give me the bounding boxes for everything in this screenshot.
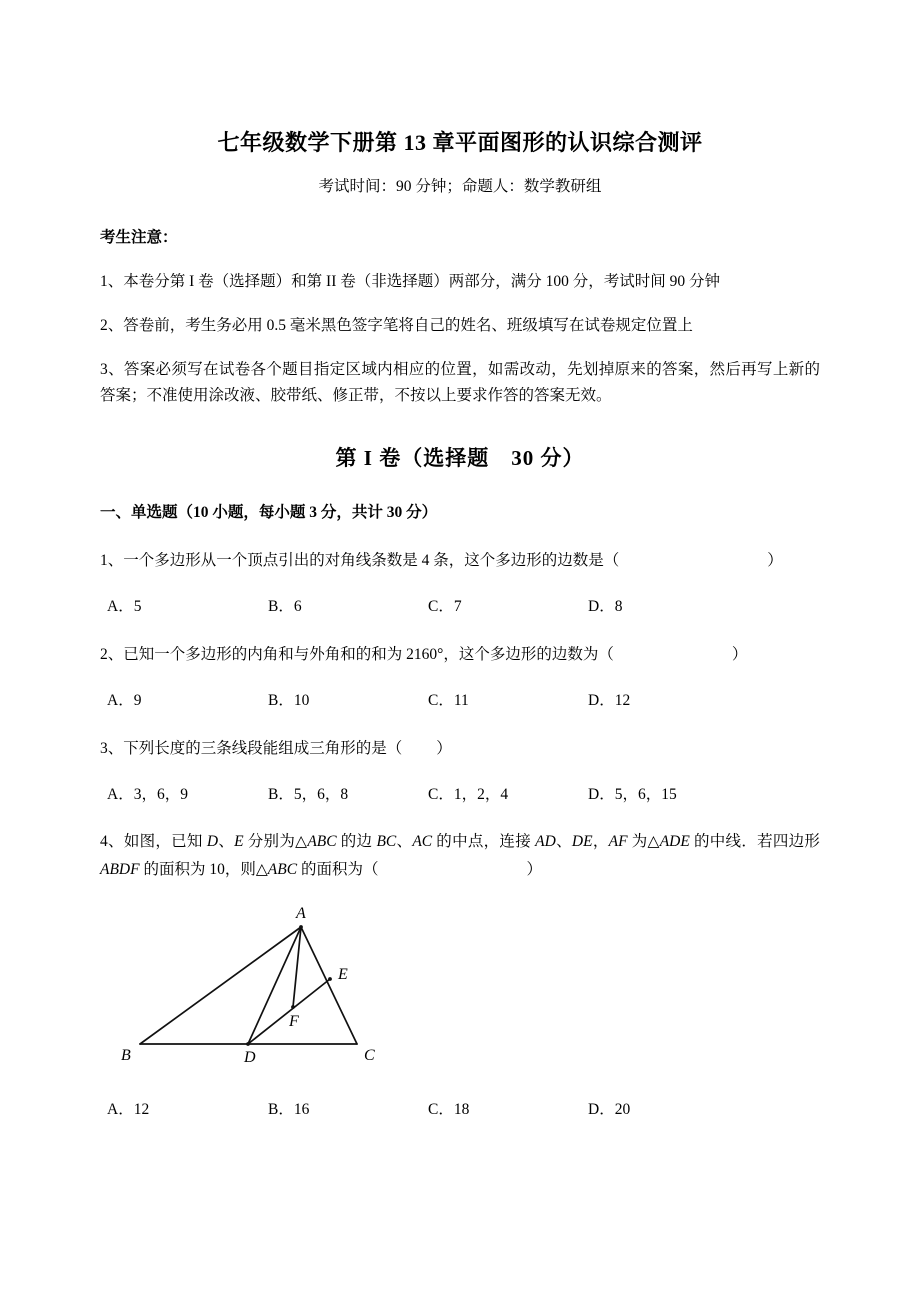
- question-2-option-b[interactable]: B．10: [268, 692, 310, 709]
- segment-BA: [140, 927, 301, 1044]
- question-2-number: 2、: [100, 646, 124, 663]
- question-4-text-b: 、: [218, 833, 235, 850]
- vertex-dot-F: [291, 1005, 295, 1009]
- question-3-number: 3、: [100, 740, 124, 757]
- figure-label-B: B: [121, 1047, 131, 1064]
- question-4-option-d[interactable]: D．20: [588, 1101, 631, 1118]
- vertex-dot-E: [328, 977, 332, 981]
- math-var-ade: ADE: [659, 833, 690, 850]
- section-heading-part-one: 第 I 卷（选择题 30 分）: [335, 446, 585, 470]
- question-3: [100, 714, 820, 763]
- exam-subtitle: 考试时间：90 分钟；命题人：数学教研组: [318, 178, 602, 195]
- vertex-dot-A: [299, 925, 303, 929]
- question-4-number: 4、: [100, 833, 124, 850]
- question-3-text: 下列长度的三条线段能组成三角形的是（: [123, 740, 403, 757]
- triangle-diagram: [110, 896, 410, 1066]
- question-4-options: [100, 1078, 820, 1123]
- math-var-abc-1: ABC: [307, 833, 337, 850]
- math-var-de: DE: [571, 833, 593, 850]
- question-3-options: [100, 763, 820, 808]
- question-1-options: [100, 575, 820, 620]
- math-var-af: AF: [608, 833, 628, 850]
- math-var-abc-2: ABC: [267, 861, 298, 878]
- question-3-option-b[interactable]: B．5，6，8: [268, 786, 349, 803]
- question-2-option-c[interactable]: C．11: [428, 692, 469, 709]
- question-1-text: 一个多边形从一个顶点引出的对角线条数是 4 条，这个多边形的边数是（: [123, 552, 620, 569]
- question-4-text-e: 、: [396, 833, 413, 850]
- figure-label-C: C: [364, 1047, 375, 1064]
- segment-AC: [301, 927, 357, 1044]
- question-2-options: [100, 669, 820, 714]
- question-1-number: 1、: [100, 552, 124, 569]
- question-4-text-i: 为△: [627, 833, 660, 850]
- segment-DE: [248, 979, 330, 1044]
- page-title: 七年级数学下册第 13 章平面图形的认识综合测评: [217, 130, 703, 155]
- figure-label-F: F: [289, 1013, 299, 1030]
- question-4-option-b[interactable]: B．16: [268, 1101, 310, 1118]
- figure-label-D: D: [244, 1049, 256, 1066]
- part-heading-single-choice: 一、单选题（10 小题，每小题 3 分，共计 30 分）: [100, 504, 438, 521]
- question-4-text-c: 分别为△: [243, 833, 308, 850]
- question-1: [100, 526, 820, 575]
- question-3-close: ）: [436, 740, 452, 757]
- notice-item-1: 1、本卷分第 I 卷（选择题）和第 II 卷（非选择题）两部分，满分 100 分，考试时间 90 分钟: [100, 273, 720, 290]
- question-2-option-d[interactable]: D．12: [588, 692, 631, 709]
- math-var-ac: AC: [412, 833, 433, 850]
- question-4-text-h: ，: [592, 833, 609, 850]
- question-4-text-l: 的面积为（: [297, 861, 379, 878]
- question-2-option-a[interactable]: A．9: [107, 692, 142, 709]
- question-4-close: ）: [526, 861, 542, 878]
- question-1-option-a[interactable]: A．5: [107, 598, 142, 615]
- math-var-bc: BC: [376, 833, 397, 850]
- segment-AF: [293, 927, 301, 1007]
- question-4-text-g: 、: [555, 833, 572, 850]
- math-var-ad: AD: [535, 833, 556, 850]
- figure-label-A: A: [296, 905, 306, 922]
- question-3-option-d[interactable]: D．5，6，15: [588, 786, 677, 803]
- candidate-notice: [100, 199, 820, 409]
- math-var-d: D: [206, 833, 219, 850]
- question-4-text-k: 的面积为 10，则△: [139, 861, 268, 878]
- question-4-text-a: 如图，已知: [123, 833, 207, 850]
- math-var-e: E: [234, 833, 244, 850]
- question-4-option-c[interactable]: C．18: [428, 1101, 470, 1118]
- question-2-close: ）: [731, 646, 748, 663]
- question-4: [100, 808, 820, 884]
- question-1-option-b[interactable]: B．6: [268, 598, 302, 615]
- question-1-close: ）: [767, 552, 783, 569]
- question-2-text: 已知一个多边形的内角和与外角和的和为 2160°，这个多边形的边数为（: [123, 646, 614, 663]
- vertex-dot-D: [246, 1042, 250, 1046]
- notice-item-3: 3、答案必须写在试卷各个题目指定区域内相应的位置，如需改动，先划掉原来的答案，然后再写上新的答案；不准使用涂改液、胶带纸、修正带，不按以上要求作答的答案无效。: [100, 361, 820, 404]
- question-4-option-a[interactable]: A．12: [107, 1101, 150, 1118]
- question-4-figure: [100, 884, 820, 1078]
- question-4-text-d: 的边: [336, 833, 377, 850]
- notice-item-2: 2、答卷前，考生务必用 0.5 毫米黑色签字笔将自己的姓名、班级填写在试卷规定位置上: [100, 317, 693, 334]
- question-3-option-c[interactable]: C．1，2，4: [428, 786, 509, 803]
- question-2: [100, 620, 820, 669]
- question-1-option-c[interactable]: C．7: [428, 598, 462, 615]
- triangle-diagram-svg: [110, 896, 410, 1066]
- question-3-option-a[interactable]: A．3，6，9: [107, 786, 188, 803]
- math-var-abdf: ABDF: [100, 861, 140, 878]
- figure-label-E: E: [338, 966, 348, 983]
- question-4-text-j: 的中线．若四边形: [689, 833, 820, 850]
- question-1-option-d[interactable]: D．8: [588, 598, 623, 615]
- question-4-text-f: 的中点，连接: [432, 833, 536, 850]
- notice-heading: 考生注意：: [100, 229, 178, 246]
